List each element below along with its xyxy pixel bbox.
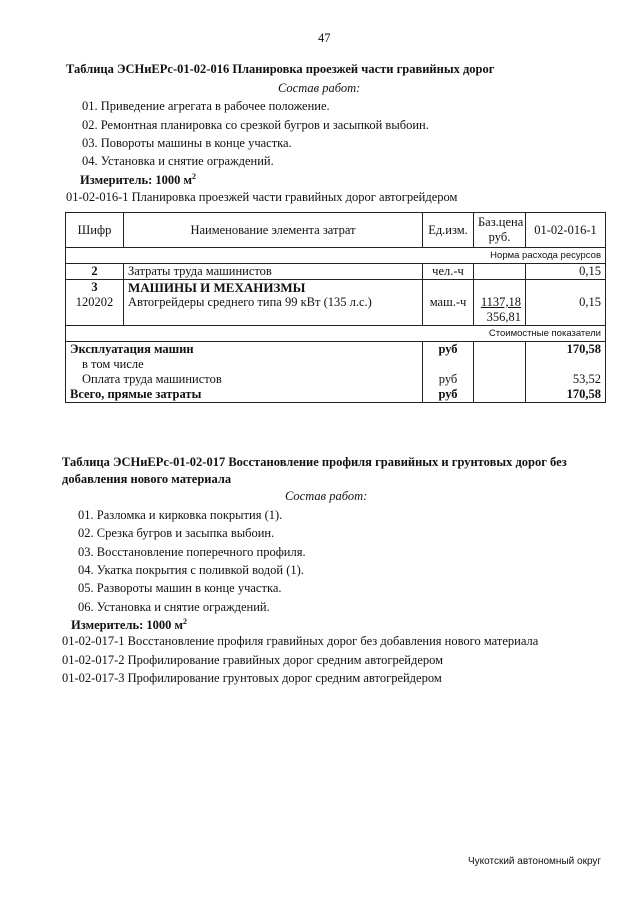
measure-label: Измеритель: 1000 м	[80, 173, 193, 188]
table2-title-line2: добавления нового материала	[62, 472, 232, 486]
cost-name: Оплата труда машинистов	[66, 372, 423, 387]
cell-price	[474, 295, 526, 326]
header-price	[474, 213, 526, 248]
cost-name: в том числе	[66, 357, 423, 372]
cost-name: Эксплуатация машин	[66, 342, 423, 358]
section-cost: Стоимостные показатели	[66, 326, 606, 342]
cell-code: 120202	[66, 295, 124, 326]
cost-price	[474, 372, 526, 387]
cost-unit: руб	[423, 372, 474, 387]
cell-value: 0,15	[526, 264, 606, 280]
section-row	[66, 248, 606, 264]
table1-work-item: 01. Приведение агрегата в рабочее положение.	[82, 99, 330, 113]
table2-work-item: 01. Разломка и кирковка покрытия (1).	[78, 508, 283, 522]
cost-value	[526, 357, 606, 372]
table2-work-item: 04. Укатка покрытия с поливкой водой (1).	[78, 563, 304, 577]
measure-sup: 2	[183, 617, 188, 626]
cell-name: Автогрейдеры среднего типа 99 кВт (135 л.с.)	[124, 295, 423, 326]
table1-title: Таблица ЭСНиЕРс-01-02-016 Планировка проезжей части гравийных дорог	[66, 62, 495, 76]
table1-measure	[80, 172, 196, 188]
cell-code: 3	[66, 280, 124, 296]
table1-work-item: 03. Повороты машины в конце участка.	[82, 136, 292, 150]
cost-row	[66, 357, 606, 372]
footer-region: Чукотский автономный округ	[468, 856, 602, 867]
table2-work-item: 06. Установка и снятие ограждений.	[78, 600, 270, 614]
table1-work-item: 04. Установка и снятие ограждений.	[82, 154, 274, 168]
table2-code-line: 01-02-017-1 Восстановление профиля гравийных дорог без добавления нового материала	[62, 634, 539, 648]
cell-name: Затраты труда машинистов	[124, 264, 423, 280]
header-name: Наименование элемента затрат	[124, 213, 423, 248]
table-row	[66, 264, 606, 280]
cost-row	[66, 342, 606, 358]
table1-work-item: 02. Ремонтная планировка со срезкой бугров и засыпкой выбоин.	[82, 118, 429, 132]
header-unit: Ед.изм.	[423, 213, 474, 248]
table1-works-heading: Состав работ:	[278, 81, 361, 95]
table-row	[66, 280, 606, 296]
section-row	[66, 326, 606, 342]
header-price-line2: руб.	[488, 230, 511, 244]
table1-code-line: 01-02-016-1 Планировка проезжей части гравийных дорог автогрейдером	[66, 190, 458, 204]
resource-table	[65, 212, 606, 403]
cell-unit: маш.-ч	[423, 295, 474, 326]
price-value: 1137,18	[480, 295, 521, 309]
cost-name: Всего, прямые затраты	[66, 387, 423, 403]
cell-value	[526, 280, 606, 296]
cost-row	[66, 372, 606, 387]
measure-sup: 2	[192, 172, 197, 181]
cell-price	[474, 264, 526, 280]
cost-row-total	[66, 387, 606, 403]
cell-price	[474, 280, 526, 296]
table2-work-item: 05. Развороты машин в конце участка.	[78, 581, 282, 595]
header-col: 01-02-016-1	[526, 213, 606, 248]
table2-code-line: 01-02-017-2 Профилирование гравийных дорог средним автогрейдером	[62, 653, 444, 667]
table2-works-heading: Состав работ:	[285, 489, 368, 503]
table-header-row	[66, 213, 606, 248]
table-row	[66, 295, 606, 326]
cell-value: 0,15	[526, 295, 606, 326]
header-code: Шифр	[66, 213, 124, 248]
cell-unit	[423, 280, 474, 296]
cost-price	[474, 342, 526, 358]
price-value-2: 356,81	[486, 310, 521, 324]
cost-price	[474, 387, 526, 403]
cell-name: МАШИНЫ И МЕХАНИЗМЫ	[124, 280, 423, 296]
cell-unit: чел.-ч	[423, 264, 474, 280]
header-price-line1: Баз.цена	[478, 215, 524, 229]
section-norm: Норма расхода ресурсов	[66, 248, 606, 264]
table2-title-line1: Таблица ЭСНиЕРс-01-02-017 Восстановление профиля гравийных и грунтовых дорог без	[62, 455, 567, 469]
cost-unit	[423, 357, 474, 372]
cost-value: 170,58	[526, 342, 606, 358]
cell-code: 2	[66, 264, 124, 280]
page-number: 47	[318, 31, 331, 45]
cost-value: 170,58	[526, 387, 606, 403]
cost-unit: руб	[423, 342, 474, 358]
table2-work-item: 02. Срезка бугров и засыпка выбоин.	[78, 526, 275, 540]
cost-price	[474, 357, 526, 372]
measure-label: Измеритель: 1000 м	[71, 618, 184, 633]
cost-unit: руб	[423, 387, 474, 403]
table2-work-item: 03. Восстановление поперечного профиля.	[78, 545, 306, 559]
cost-value: 53,52	[526, 372, 606, 387]
table2-code-line: 01-02-017-3 Профилирование грунтовых дорог средним автогрейдером	[62, 671, 442, 685]
table2-measure	[71, 617, 187, 633]
